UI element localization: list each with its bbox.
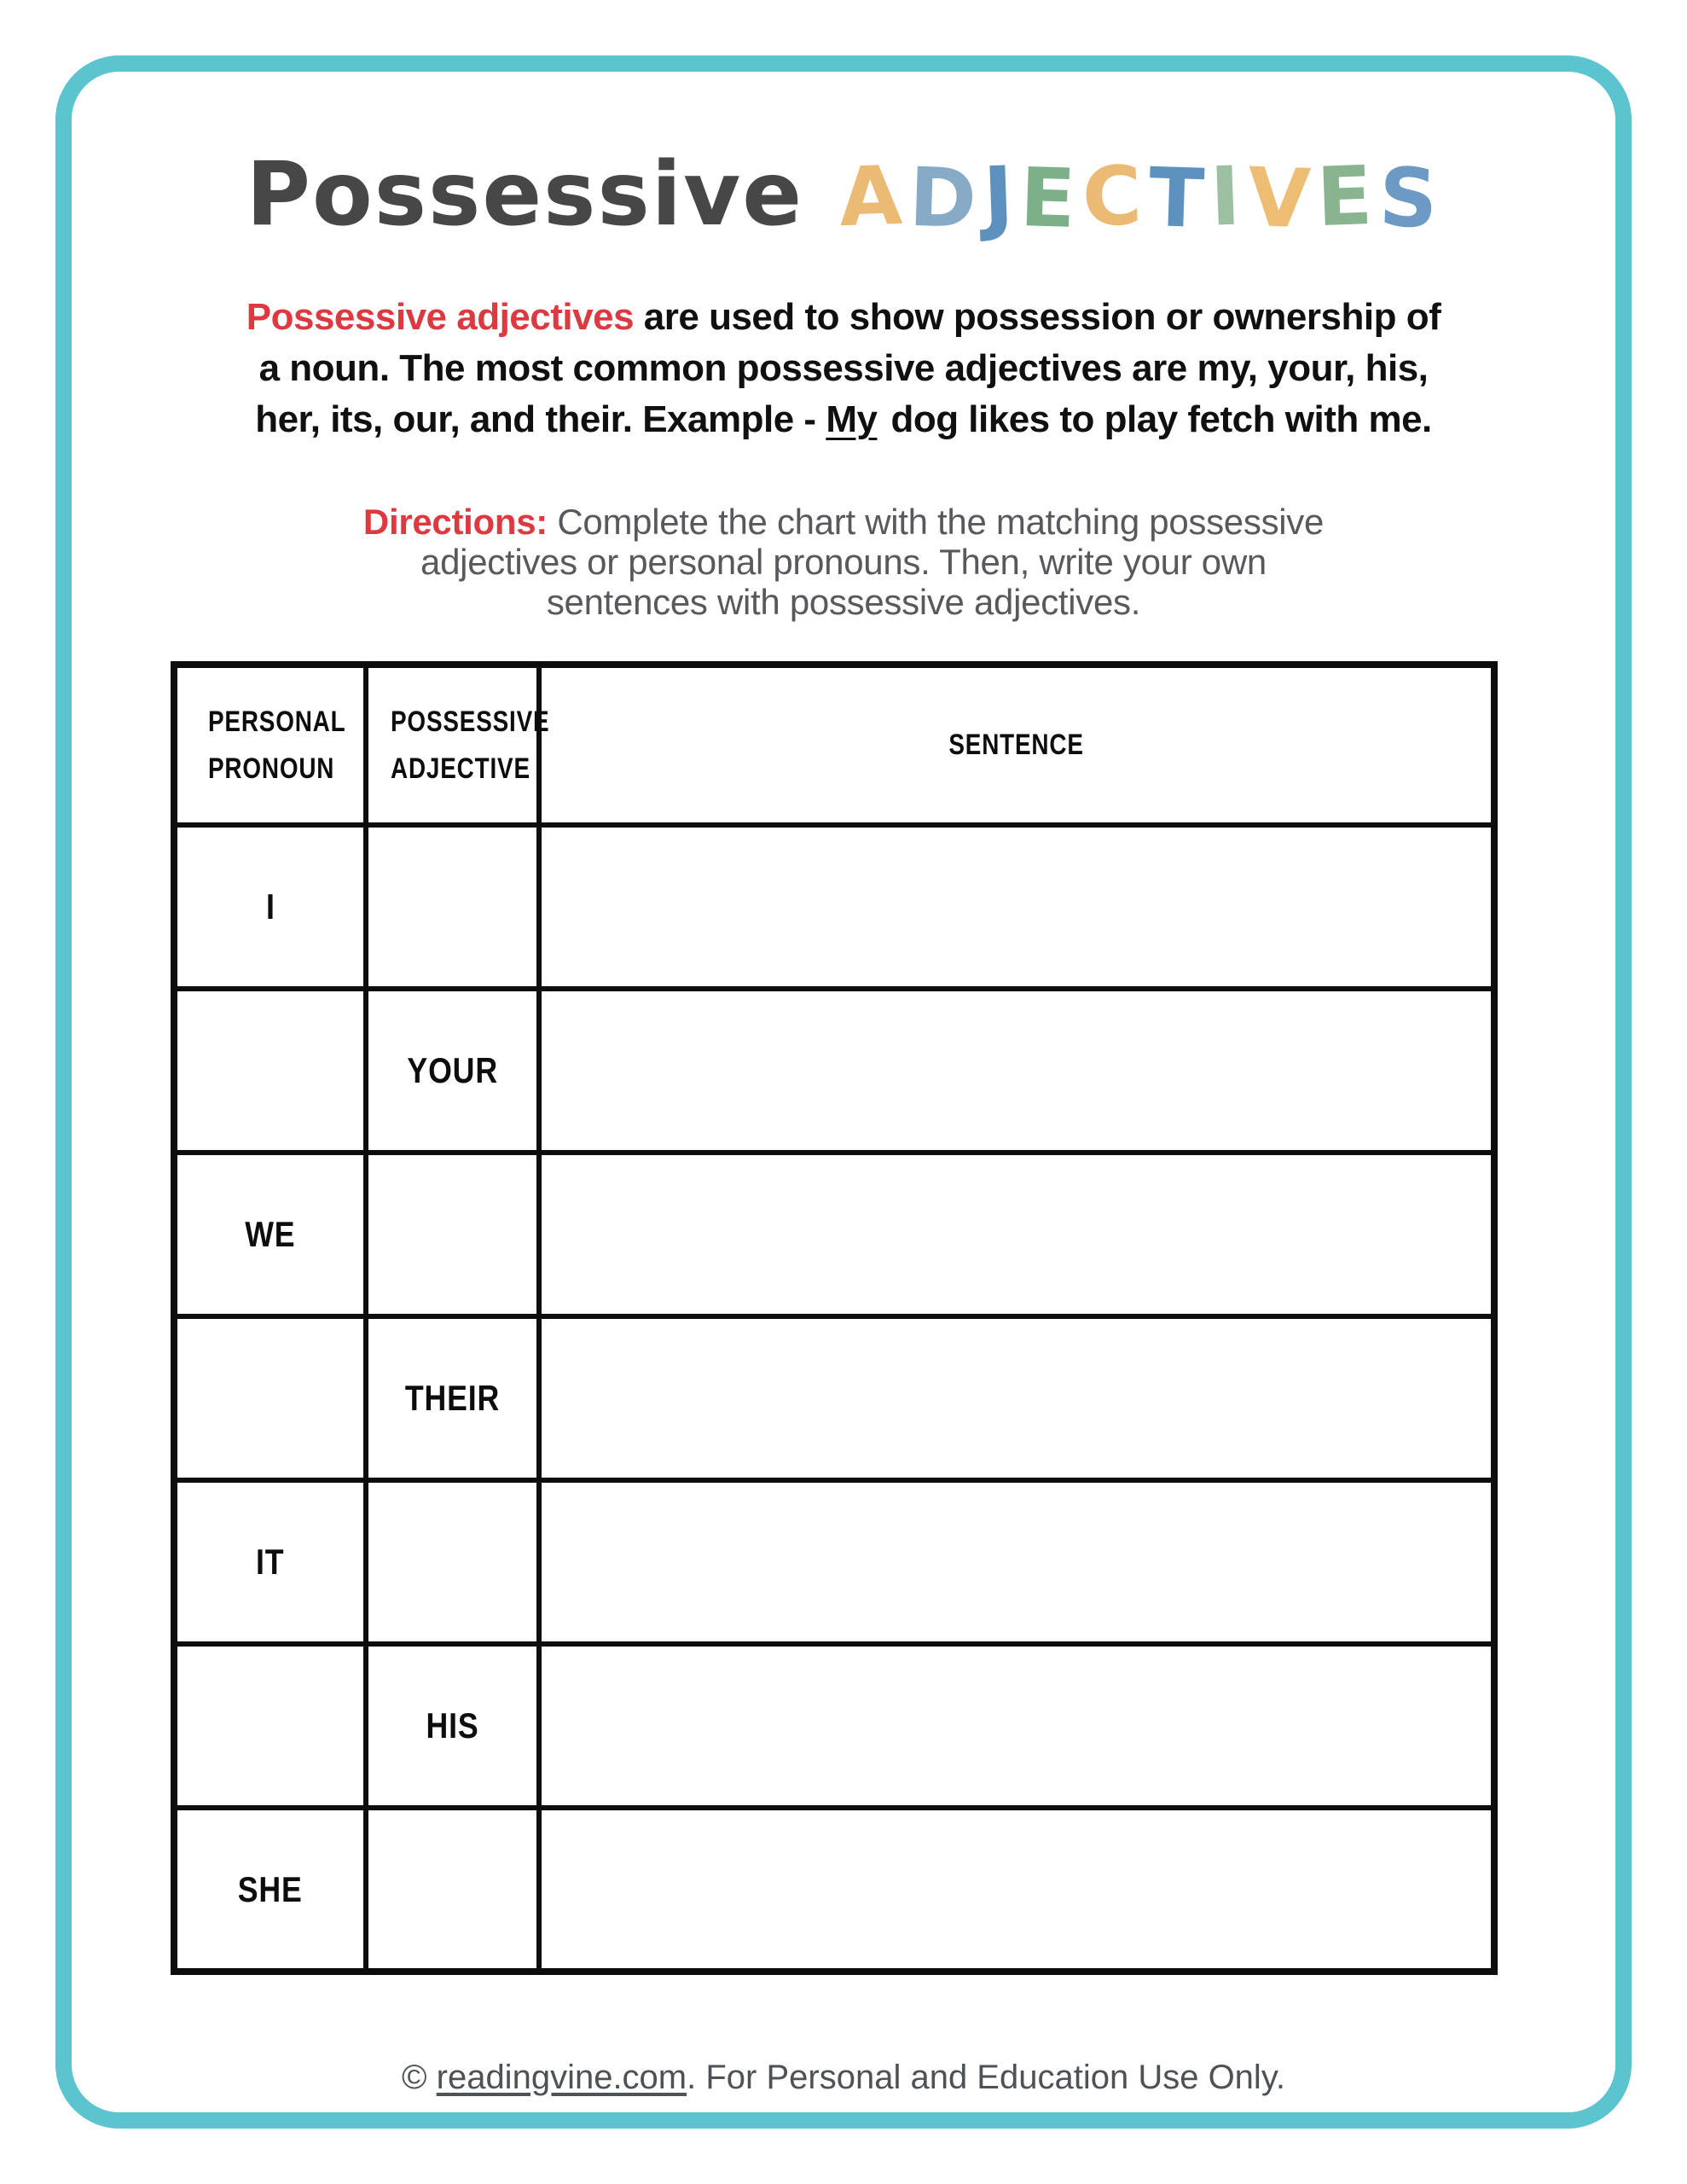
- pronoun-input-cell[interactable]: [174, 1644, 366, 1808]
- title-letter-e1: E: [1018, 151, 1077, 247]
- table-row: [174, 825, 1494, 989]
- title-letter-t: T: [1146, 151, 1205, 247]
- adjective-label: YOUR: [407, 1050, 498, 1090]
- pronoun-cell: [174, 1153, 366, 1316]
- header-personal-pronoun: PERSONAL PRONOUN: [174, 665, 366, 825]
- table-row: [174, 1644, 1494, 1808]
- adjective-input-cell[interactable]: [366, 1480, 539, 1644]
- adjective-cell: [366, 989, 539, 1153]
- title-letter-j: J: [981, 149, 1015, 245]
- sentence-input-cell[interactable]: [539, 989, 1494, 1153]
- title-letter-s: S: [1377, 150, 1440, 247]
- footer-suffix: . For Personal and Education Use Only.: [687, 2059, 1285, 2096]
- pronoun-cell: [174, 1808, 366, 1972]
- table-row: [174, 1316, 1494, 1480]
- adjective-input-cell[interactable]: [366, 1808, 539, 1972]
- directions-line-1-text: Complete the chart with the matching possessive: [557, 502, 1325, 542]
- directions-line-2: adjectives or personal pronouns. Then, write your own: [420, 542, 1267, 582]
- title-letter-e2: E: [1315, 148, 1375, 246]
- header-sentence: SENTENCE: [539, 665, 1494, 825]
- intro-highlight: Possessive adjectives: [246, 296, 635, 338]
- pronoun-label: IT: [256, 1542, 285, 1582]
- table-header-row: [174, 665, 1494, 825]
- table-row: [174, 989, 1494, 1153]
- pronoun-cell: [174, 825, 366, 989]
- pronoun-adjective-table: [171, 661, 1498, 1975]
- adjective-cell: [366, 1644, 539, 1808]
- title-letter-c: C: [1080, 148, 1144, 246]
- footer-copyright: [0, 2052, 1687, 2103]
- title-letter-i: I: [1209, 149, 1243, 245]
- adjective-label: THEIR: [404, 1378, 501, 1418]
- sentence-input-cell[interactable]: [539, 1644, 1494, 1808]
- sentence-input-cell[interactable]: [539, 1316, 1494, 1480]
- intro-line-3-pre: her, its, our, and their. Example -: [255, 398, 816, 440]
- intro-line-3-post: dog likes to play fetch with me.: [890, 398, 1432, 440]
- page-title: [0, 143, 1687, 246]
- pronoun-label: I: [265, 886, 275, 926]
- table-row: [174, 1480, 1494, 1644]
- intro-paragraph: [0, 292, 1687, 445]
- header-possessive-adjective: POSSESSIVE ADJECTIVE: [366, 665, 539, 825]
- sentence-input-cell[interactable]: [539, 825, 1494, 989]
- title-word-adjectives: [836, 148, 1441, 247]
- intro-line-1-rest: are used to show possession or ownership of: [643, 296, 1441, 338]
- intro-line-1: [246, 296, 1441, 338]
- pronoun-label: SHE: [238, 1868, 303, 1909]
- directions-line-1: [363, 502, 1324, 542]
- pronoun-label: WE: [245, 1214, 296, 1254]
- intro-line-3: [255, 398, 1432, 440]
- directions-line-3: sentences with possessive adjectives.: [546, 582, 1141, 622]
- underlined-word-my: My: [826, 398, 878, 440]
- directions: [0, 502, 1687, 622]
- intro-line-2: a noun. The most common possessive adjectives are my, your, his,: [258, 347, 1429, 389]
- sentence-input-cell[interactable]: [539, 1808, 1494, 1972]
- title-letter-v: V: [1245, 150, 1312, 247]
- sentence-input-cell[interactable]: [539, 1480, 1494, 1644]
- adjective-cell: [366, 1316, 539, 1480]
- adjective-label: HIS: [426, 1705, 479, 1745]
- readingvine-link[interactable]: readingvine.com: [436, 2059, 687, 2096]
- copyright-symbol: ©: [402, 2059, 427, 2096]
- title-letter-d: D: [907, 150, 978, 247]
- sentence-input-cell[interactable]: [539, 1153, 1494, 1316]
- table-row: [174, 1153, 1494, 1316]
- pronoun-input-cell[interactable]: [174, 989, 366, 1153]
- adjective-input-cell[interactable]: [366, 1153, 539, 1316]
- title-word-possessive: Possessive: [246, 143, 804, 246]
- pronoun-input-cell[interactable]: [174, 1316, 366, 1480]
- table-row: [174, 1808, 1494, 1972]
- pronoun-cell: [174, 1480, 366, 1644]
- title-letter-a: A: [838, 148, 904, 246]
- adjective-input-cell[interactable]: [366, 825, 539, 989]
- directions-label: Directions:: [362, 502, 548, 542]
